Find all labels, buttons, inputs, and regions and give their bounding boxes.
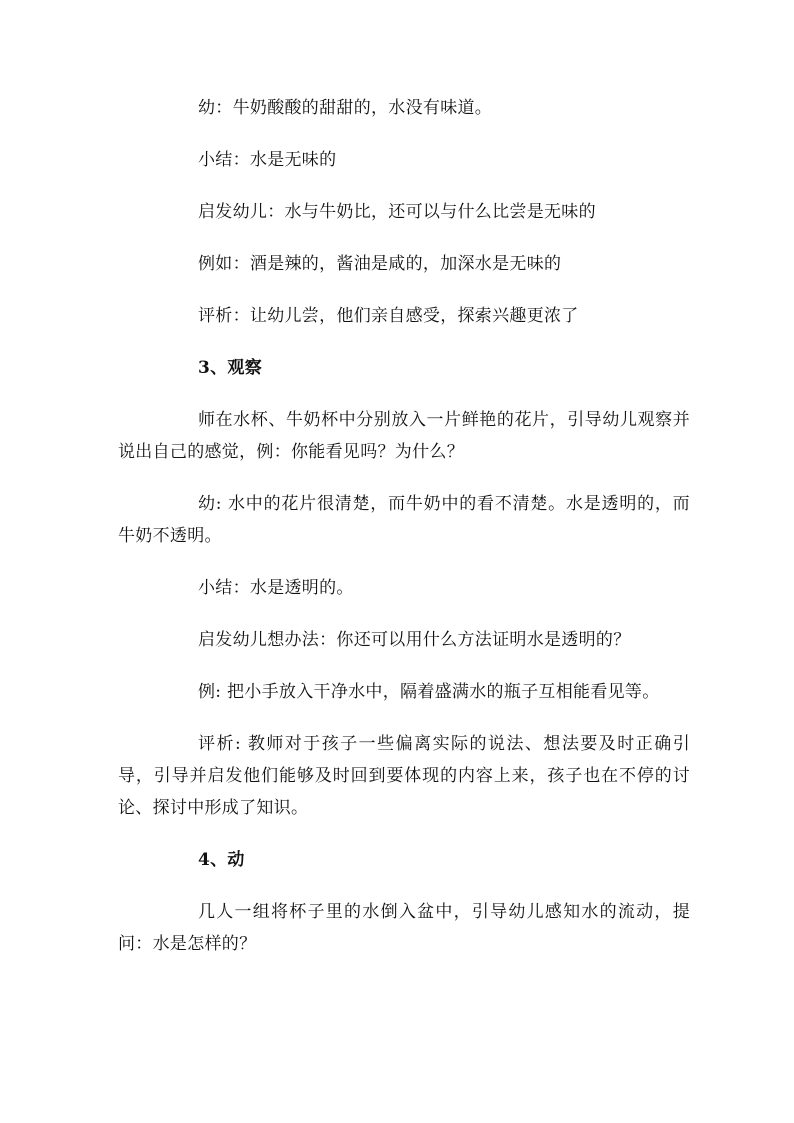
document-body (118, 92, 690, 980)
section-heading-move: 4、动 (198, 850, 245, 870)
paragraph-evaluation-guidance: 评析: 教师对于孩子一些偏离实际的说法、想法要及时正确引导，引导并启发他们能够及时回到要体现的内容上来，孩子也在不停的讨论、探讨中形成了知识。 (118, 734, 690, 818)
paragraph-prompt-compare: 启发幼儿：水与牛奶比，还可以与什么比尝是无味的 (198, 202, 596, 222)
section-heading-observe: 3、观察 (198, 358, 263, 378)
paragraph-prompt-prove: 启发幼儿想办法：你还可以用什么方法证明水是透明的？ (198, 630, 631, 650)
paragraph-child-answer-taste: 幼：牛奶酸酸的甜甜的，水没有味道。 (198, 98, 493, 118)
paragraph-observe-instruction: 师在水杯、牛奶杯中分别放入一片鲜艳的花片，引导幼儿观察并说出自己的感觉，例：你能看见吗？为什么？ (118, 410, 690, 462)
paragraph-example-taste: 例如：酒是辣的，酱油是咸的，加深水是无味的 (198, 254, 562, 274)
paragraph-summary-tasteless: 小结：水是无味的 (198, 150, 337, 170)
paragraph-child-answer-transparent: 幼: 水中的花片很清楚，而牛奶中的看不清楚。水是透明的，而牛奶不透明。 (118, 494, 690, 546)
paragraph-example-hand: 例: 把小手放入干净水中，隔着盛满水的瓶子互相能看见等。 (198, 682, 660, 702)
paragraph-evaluation-taste: 评析：让幼儿尝，他们亲自感受，探索兴趣更浓了 (198, 306, 579, 326)
paragraph-summary-transparent: 小结：水是透明的。 (198, 578, 354, 598)
paragraph-flow-activity: 几人一组将杯子里的水倒入盆中，引导幼儿感知水的流动，提问：水是怎样的？ (118, 902, 690, 954)
